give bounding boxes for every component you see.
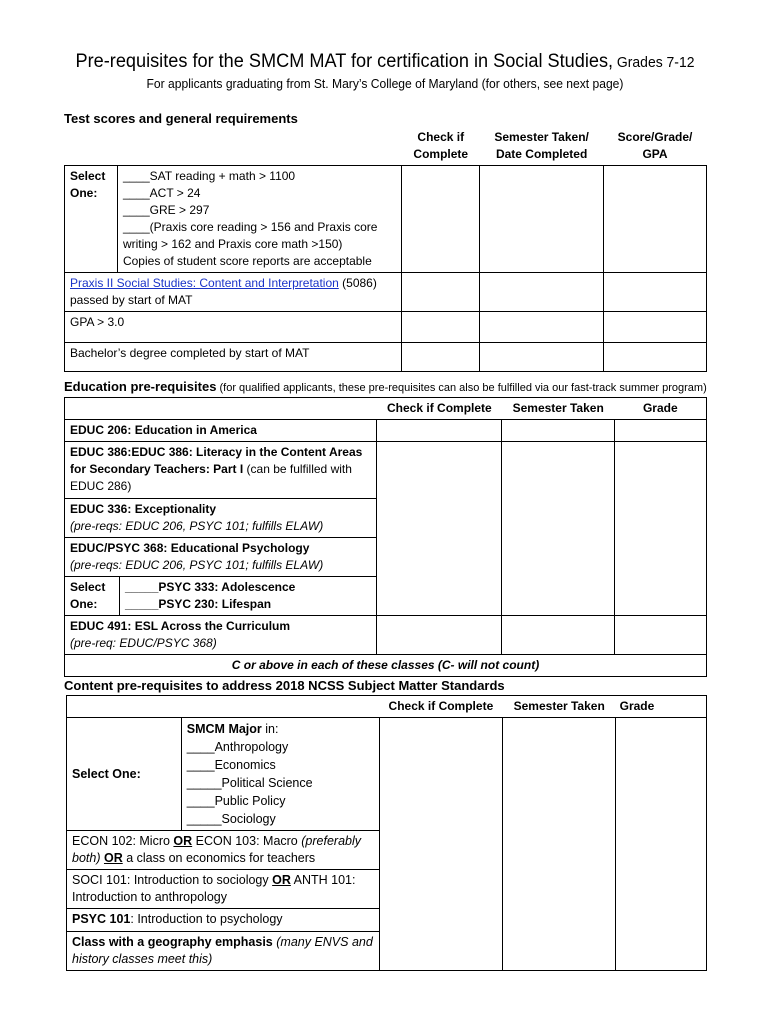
col-score-header: Score/Grade/ GPA	[617, 130, 693, 161]
option-sociology: _____Sociology	[186, 812, 276, 826]
grade-cell[interactable]	[615, 616, 707, 655]
col-check-header: Check if Complete	[377, 398, 502, 420]
page-subtitle: For applicants graduating from St. Mary’s College of Maryland (for others, see next page)	[146, 76, 624, 91]
semester-cell[interactable]	[480, 312, 604, 343]
select-one-label: Select One:	[65, 166, 118, 273]
grade-cell[interactable]	[616, 718, 707, 971]
score-cell[interactable]	[604, 166, 707, 273]
option-sat: ____SAT reading + math > 1100	[122, 169, 296, 183]
check-cell[interactable]	[377, 616, 502, 655]
option-economics: ____Economics	[186, 758, 276, 772]
psyc-101-row: PSYC 101: Introduction to psychology	[67, 909, 380, 932]
edu-section-note: (for qualified applicants, these pre-requisites can also be fulfilled via our fast-track summer program)	[216, 382, 707, 394]
educ-386-row: EDUC 386:EDUC 386: Literacy in the Content Areas for Secondary Teachers: Part I (can be fulfilled with EDUC 286)	[65, 442, 377, 499]
option-psyc-230: _____PSYC 230: Lifespan	[125, 597, 272, 611]
education-table	[64, 397, 707, 677]
educ-336-row: EDUC 336: Exceptionality (pre-reqs: EDUC 206, PSYC 101; fulfills ELAW)	[65, 499, 377, 538]
smcm-major-options: SMCM Major in: ____Anthropology ____Economics _____Political Science ____Public Policy _____Sociology	[181, 718, 379, 831]
option-gre: ____GRE > 297	[122, 203, 210, 217]
option-political-science: _____Political Science	[186, 776, 313, 790]
gpa-row: GPA > 3.0	[65, 312, 402, 343]
content-section-heading: Content pre-requisites to address 2018 NCSS Subject Matter Standards	[64, 678, 505, 693]
select-one-label: Select One:	[65, 577, 120, 615]
geography-row: Class with a geography emphasis (many ENVS and history classes meet this)	[67, 932, 380, 971]
title-grades: Grades 7-12	[613, 54, 695, 71]
option-public-policy: ____Public Policy	[186, 794, 286, 808]
bachelor-row: Bachelor’s degree completed by start of MAT	[65, 343, 402, 372]
col-semester-header: Semester Taken/ Date Completed	[494, 130, 589, 161]
check-cell[interactable]	[377, 420, 502, 442]
semester-cell[interactable]	[480, 273, 604, 312]
semester-cell[interactable]	[503, 718, 616, 971]
praxis-ii-row: Praxis II Social Studies: Content and Interpretation (5086) passed by start of MAT	[65, 273, 402, 312]
test-scores-table	[64, 127, 707, 372]
semester-cell[interactable]	[480, 343, 604, 372]
col-check-header: Check if Complete	[413, 130, 469, 161]
semester-cell[interactable]	[502, 442, 615, 616]
col-semester-header: Semester Taken	[503, 696, 616, 718]
econ-row: ECON 102: Micro OR ECON 103: Macro (preferably both) OR a class on economics for teachers	[67, 831, 380, 870]
score-cell[interactable]	[604, 312, 707, 343]
check-cell[interactable]	[402, 312, 480, 343]
score-reports-note: Copies of student score reports are acceptable	[122, 254, 372, 268]
semester-cell[interactable]	[480, 166, 604, 273]
title-main: Pre-requisites for the SMCM MAT for certification in Social Studies,	[75, 50, 614, 72]
grade-cell[interactable]	[615, 442, 707, 616]
test-options	[117, 166, 401, 273]
content-table	[66, 695, 707, 971]
score-cell[interactable]	[604, 273, 707, 312]
score-cell[interactable]	[604, 343, 707, 372]
soci-row: SOCI 101: Introduction to sociology OR ANTH 101: Introduction to anthropology	[67, 870, 380, 909]
select-one-label: Select One:	[67, 718, 182, 831]
semester-cell[interactable]	[502, 420, 615, 442]
check-cell[interactable]	[402, 166, 480, 273]
check-cell[interactable]	[379, 718, 503, 971]
option-psyc-333: _____PSYC 333: Adolescence	[125, 580, 296, 594]
edu-section-heading: Education pre-requisites (for qualified applicants, these pre-requisites can also be fulfilled via our fast-track summer program)	[64, 379, 707, 394]
educ-491-row: EDUC 491: ESL Across the Curriculum (pre-req: EDUC/PSYC 368)	[65, 616, 377, 655]
semester-cell[interactable]	[502, 616, 615, 655]
test-section-heading: Test scores and general requirements	[64, 111, 298, 126]
col-grade-header: Grade	[616, 696, 707, 718]
col-check-header: Check if Complete	[379, 696, 503, 718]
check-cell[interactable]	[377, 442, 502, 616]
option-praxis-core: ____(Praxis core reading > 156 and Praxis core writing > 162 and Praxis core math >150)	[122, 220, 378, 251]
educ-206-row: EDUC 206: Education in America	[65, 420, 377, 442]
psyc-select-row	[65, 577, 377, 616]
praxis-ii-link[interactable]: Praxis II Social Studies: Content and Interpretation	[70, 276, 339, 290]
grade-requirement-note: C or above in each of these classes (C- will not count)	[65, 655, 707, 677]
col-semester-header: Semester Taken	[502, 398, 615, 420]
page-title	[27, 50, 743, 73]
option-act: ____ACT > 24	[122, 186, 201, 200]
check-cell[interactable]	[402, 273, 480, 312]
check-cell[interactable]	[402, 343, 480, 372]
col-grade-header: Grade	[615, 398, 707, 420]
educ-368-row: EDUC/PSYC 368: Educational Psychology (pre-reqs: EDUC 206, PSYC 101; fulfills ELAW)	[65, 538, 377, 577]
option-anthropology: ____Anthropology	[186, 740, 289, 754]
grade-cell[interactable]	[615, 420, 707, 442]
